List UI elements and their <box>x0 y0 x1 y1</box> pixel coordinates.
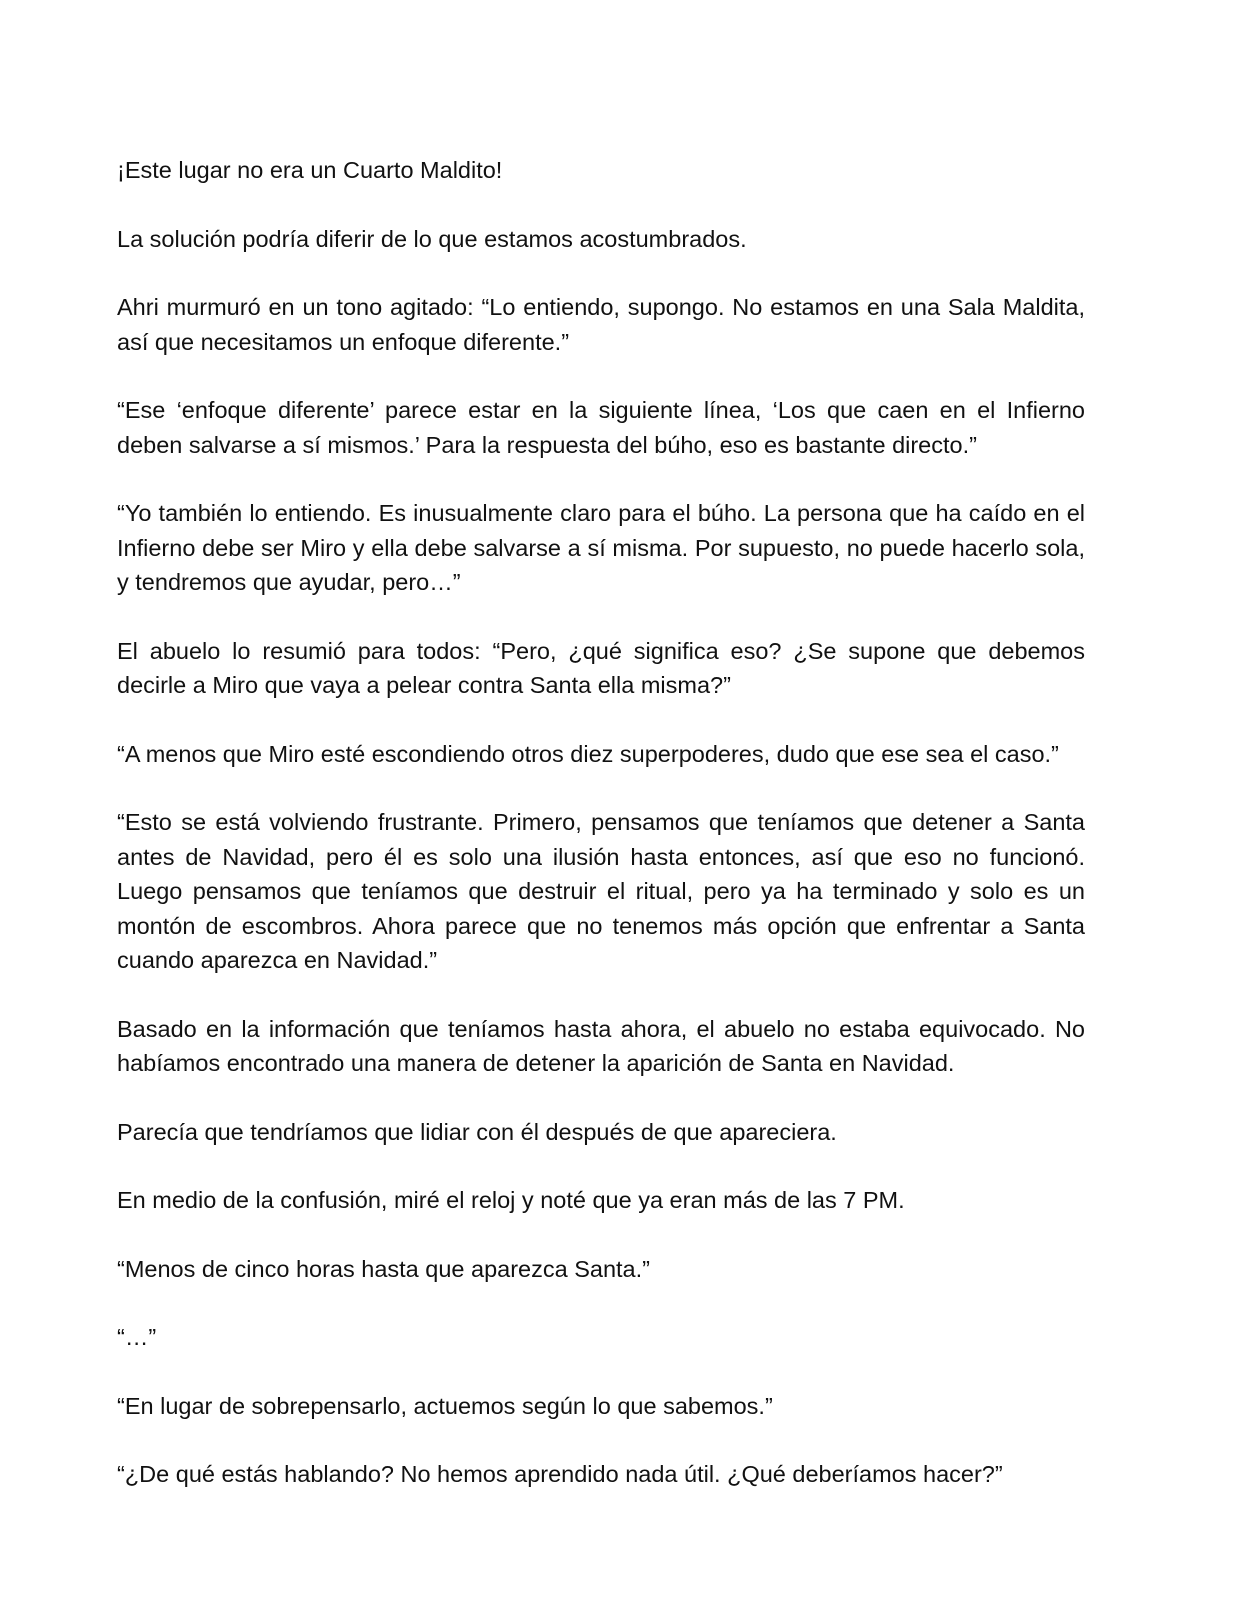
paragraph: “En lugar de sobrepensarlo, actuemos según lo que sabemos.” <box>117 1392 773 1419</box>
paragraph: La solución podría diferir de lo que estamos acostumbrados. <box>117 225 747 252</box>
paragraph: “A menos que Miro esté escondiendo otros diez superpoderes, dudo que ese sea el caso.” <box>117 740 1059 767</box>
paragraph: “…” <box>117 1324 157 1350</box>
paragraph: El abuelo lo resumió para todos: “Pero, ¿qué significa eso? ¿Se supone que debemos decirle a Miro que vaya a pelear contra Santa ella misma?” <box>117 637 1085 698</box>
paragraph: “Ese ‘enfoque diferente’ parece estar en la siguiente línea, ‘Los que caen en el Infierno deben salvarse a sí mismos.’ Para la respuesta del búho, eso es bastante directo.” <box>117 397 1085 458</box>
paragraph: “Menos de cinco horas hasta que aparezca Santa.” <box>117 1255 650 1282</box>
paragraph: Parecía que tendríamos que lidiar con él después de que apareciera. <box>117 1118 837 1145</box>
paragraph: ¡Este lugar no era un Cuarto Maldito! <box>117 157 503 183</box>
body-text <box>117 153 1085 1526</box>
paragraph: “¿De qué estás hablando? No hemos aprendido nada útil. ¿Qué deberíamos hacer?” <box>117 1461 1003 1487</box>
paragraph: Ahri murmuró en un tono agitado: “Lo entiendo, supongo. No estamos en una Sala Maldita, así que necesitamos un enfoque diferente.” <box>117 294 1085 355</box>
paragraph: En medio de la confusión, miré el reloj y noté que ya eran más de las 7 PM. <box>117 1187 905 1213</box>
paragraph: “Esto se está volviendo frustrante. Primero, pensamos que teníamos que detener a Santa antes de Navidad, pero él es solo una ilusión hasta entonces, así que eso no funcionó. Luego pensamos que teníamos que destruir el ritual, pero ya ha terminado y solo es un montón de escombros. Ahora parece que no tenemos más opción que enfrentar a Santa cuando aparezca en Navidad.” <box>117 809 1085 973</box>
paragraph: “Yo también lo entiendo. Es inusualmente claro para el búho. La persona que ha caído en el Infierno debe ser Miro y ella debe salvarse a sí misma. Por supuesto, no puede hacerlo sola, y tendremos que ayudar, pero…” <box>117 500 1085 595</box>
paragraph: Basado en la información que teníamos hasta ahora, el abuelo no estaba equivocado. No habíamos encontrado una manera de detener la aparición de Santa en Navidad. <box>117 1015 1085 1076</box>
